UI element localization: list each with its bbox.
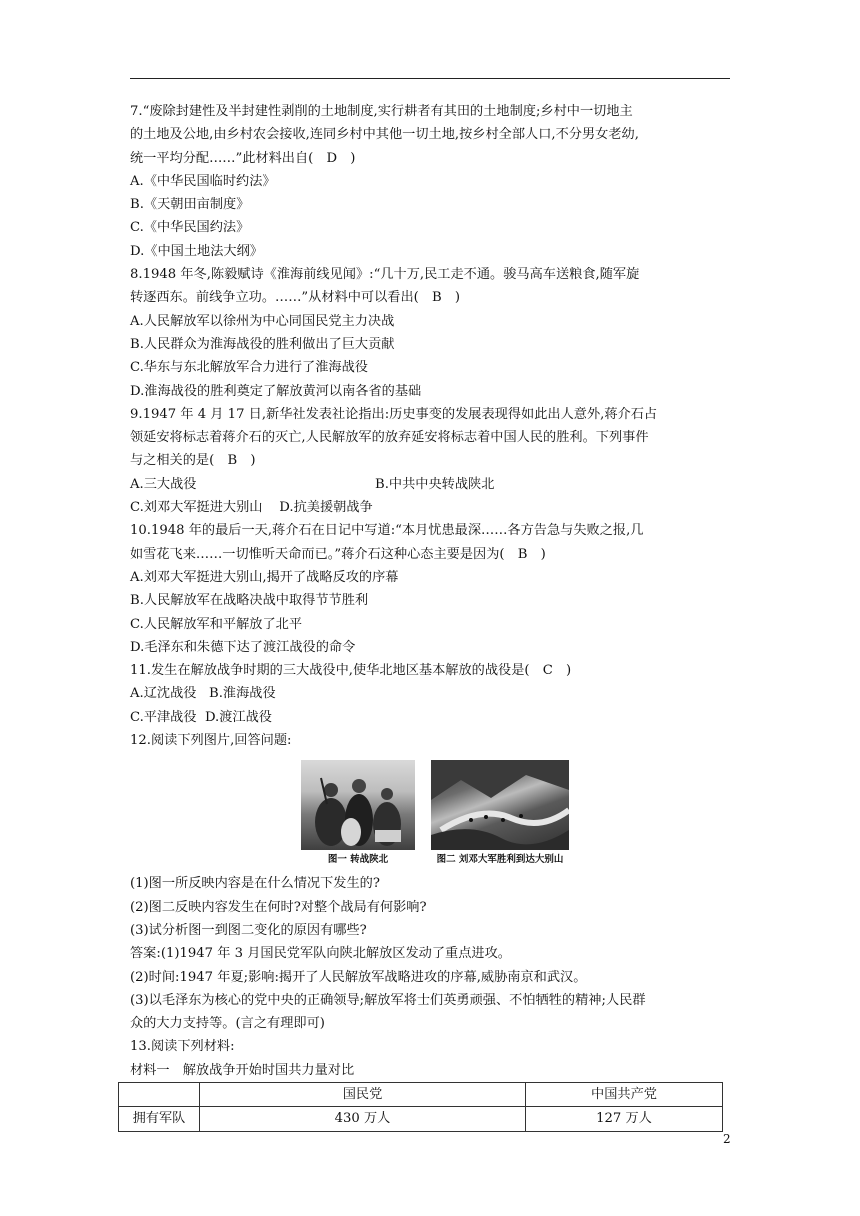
table-cell: 430 万人	[200, 1107, 526, 1131]
table-cell: 127 万人	[526, 1107, 723, 1131]
option-c: C.平津战役	[130, 709, 197, 725]
soldiers-on-horseback-image	[301, 760, 415, 850]
table-cell: 中国共产党	[526, 1082, 723, 1106]
question-12-stem: 12.阅读下列图片,回答问题:	[130, 733, 292, 749]
question-8-line: 转逐西东。前线争立功。……”从材料中可以看出( B )	[130, 290, 461, 306]
option-c: C.《中华民国约法》	[130, 220, 250, 236]
question-10	[130, 519, 740, 659]
question-12	[130, 729, 740, 1035]
option-c: C.人民解放军和平解放了北平	[130, 616, 303, 632]
document-body	[130, 100, 740, 1132]
option-d: D.抗美援朝战争	[279, 500, 373, 516]
figure-1	[301, 760, 415, 872]
option-d: D.《中国土地法大纲》	[130, 243, 263, 259]
option-c: C.华东与东北解放军合力进行了淮海战役	[130, 360, 368, 376]
option-a: A.《中华民国临时约法》	[130, 173, 276, 189]
figure-1-caption: 图一 转战陕北	[327, 854, 389, 866]
table-header-row	[119, 1082, 723, 1106]
sub-question: (1)图一所反映内容是在什么情况下发生的?	[130, 876, 380, 892]
sub-question: (3)试分析图一到图二变化的原因有哪些?	[130, 922, 367, 938]
question-10-line: 10.1948 年的最后一天,蒋介石在日记中写道:“本月忧患最深……各方告急与失败之报,几	[130, 523, 644, 539]
question-9-line: 领延安将标志着蒋介石的灭亡,人民解放军的放弃延安将标志着中国人民的胜利。下列事件	[130, 430, 649, 446]
option-b: B.中共中央转战陕北	[375, 476, 495, 492]
question-7-line: 统一平均分配……”此材料出自( D )	[130, 150, 356, 166]
mountain-troops-image	[431, 760, 569, 850]
figure-1-photo	[301, 760, 415, 850]
option-a: A.三大战役	[130, 476, 197, 492]
answer-line: 答案:(1)1947 年 3 月国民党军队向陕北解放区发动了重点进攻。	[130, 946, 511, 962]
option-a: A.人民解放军以徐州为中心同国民党主力决战	[130, 313, 395, 329]
option-row	[130, 682, 740, 705]
question-7-line: 的土地及公地,由乡村农会接收,连同乡村中其他一切土地,按乡村全部人口,不分男女老幼,	[130, 127, 639, 143]
option-c: C.刘邓大军挺进大别山	[130, 500, 263, 516]
answer-line: (3)以毛泽东为核心的党中央的正确领导;解放军将士们英勇顽强、不怕牺牲的精神;人民群	[130, 992, 646, 1008]
option-a: A.辽沈战役	[130, 686, 197, 702]
table-row	[119, 1107, 723, 1131]
option-row	[130, 496, 740, 519]
header-rule	[130, 78, 730, 79]
table-cell: 国民党	[200, 1082, 526, 1106]
figure-2	[431, 760, 569, 872]
option-b: B.《天朝田亩制度》	[130, 197, 250, 213]
answer-line: 众的大力支持等。(言之有理即可)	[130, 1016, 325, 1032]
option-row	[130, 706, 740, 729]
option-d: D.毛泽东和朱德下达了渡江战役的命令	[130, 639, 356, 655]
option-row	[130, 473, 740, 496]
sub-question: (2)图二反映内容发生在何时?对整个战局有何影响?	[130, 899, 427, 915]
question-7	[130, 100, 740, 263]
question-9-line: 与之相关的是( B )	[130, 453, 256, 469]
comparison-table	[118, 1082, 723, 1132]
figure-row	[130, 760, 740, 872]
option-b: B.人民解放军在战略决战中取得节节胜利	[130, 593, 369, 609]
question-11-line: 11.发生在解放战争时期的三大战役中,使华北地区基本解放的战役是( C )	[130, 663, 572, 679]
question-9-line: 9.1947 年 4 月 17 日,新华社发表社论指出:历史事变的发展表现得如此出人意外,蒋介石占	[130, 406, 658, 422]
question-9	[130, 403, 740, 519]
option-d: D.淮海战役的胜利奠定了解放黄河以南各省的基础	[130, 383, 422, 399]
answer-line: (2)时间:1947 年夏;影响:揭开了人民解放军战略进攻的序幕,威胁南京和武汉。	[130, 969, 587, 985]
question-8-line: 8.1948 年冬,陈毅赋诗《淮海前线见闻》:“几十万,民工走不通。骏马高车送粮食,随军旋	[130, 267, 640, 283]
figure-2-photo	[431, 760, 569, 850]
question-13	[130, 1035, 740, 1131]
question-11	[130, 659, 740, 729]
option-d: D.渡江战役	[204, 709, 272, 725]
question-7-line: 7.“废除封建性及半封建性剥削的土地制度,实行耕者有其田的土地制度;乡村中一切地主	[130, 104, 633, 119]
material-title: 材料一 解放战争开始时国共力量对比	[130, 1062, 355, 1078]
question-10-line: 如雪花飞来……一切惟听天命而已。”蒋介石这种心态主要是因为( B )	[130, 546, 546, 562]
option-a: A.刘邓大军挺进大别山,揭开了战略反攻的序幕	[130, 569, 399, 585]
figure-2-caption: 图二 刘邓大军胜利到达大别山	[436, 854, 564, 866]
question-8	[130, 263, 740, 403]
table-cell	[119, 1082, 200, 1106]
question-13-stem: 13.阅读下列材料:	[130, 1039, 235, 1055]
table-cell: 拥有军队	[119, 1107, 200, 1131]
option-b: B.人民群众为淮海战役的胜利做出了巨大贡献	[130, 336, 395, 352]
page-number: 2	[723, 1132, 731, 1146]
option-b: B.淮海战役	[209, 686, 276, 702]
